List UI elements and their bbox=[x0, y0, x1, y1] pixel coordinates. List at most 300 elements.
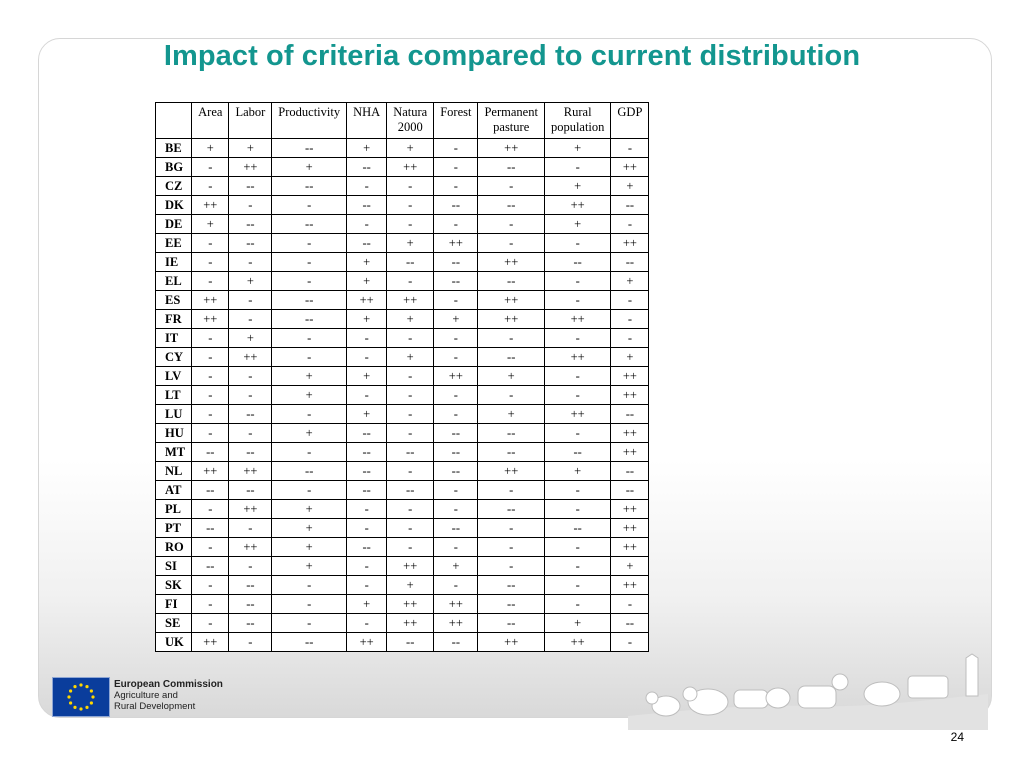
table-cell: ++ bbox=[387, 291, 434, 310]
table-cell: - bbox=[229, 196, 272, 215]
table-cell: -- bbox=[347, 481, 387, 500]
table-cell: - bbox=[192, 424, 229, 443]
table-cell: - bbox=[272, 481, 347, 500]
table-cell: - bbox=[387, 272, 434, 291]
table-cell: ++ bbox=[478, 139, 544, 158]
table-cell: - bbox=[434, 291, 478, 310]
table-cell: + bbox=[272, 158, 347, 177]
table-cell: -- bbox=[387, 443, 434, 462]
ec-logo-text bbox=[114, 679, 314, 712]
table-cell: + bbox=[229, 139, 272, 158]
country-code-cell: FR bbox=[156, 310, 192, 329]
table-cell: -- bbox=[272, 139, 347, 158]
table-cell: - bbox=[192, 614, 229, 633]
table-cell: - bbox=[611, 595, 649, 614]
table-cell: -- bbox=[434, 424, 478, 443]
column-header: Forest bbox=[434, 103, 478, 139]
country-code-cell: SE bbox=[156, 614, 192, 633]
table-cell: ++ bbox=[544, 310, 610, 329]
table-cell: + bbox=[611, 177, 649, 196]
table-cell: - bbox=[387, 500, 434, 519]
table-cell: - bbox=[387, 386, 434, 405]
table-cell: - bbox=[434, 500, 478, 519]
table-cell: -- bbox=[192, 443, 229, 462]
org-name: European Commission bbox=[114, 679, 223, 690]
table-cell: - bbox=[478, 329, 544, 348]
table-cell: -- bbox=[347, 158, 387, 177]
table-cell: ++ bbox=[229, 538, 272, 557]
table-cell: - bbox=[347, 215, 387, 234]
table-cell: - bbox=[434, 405, 478, 424]
table-cell: - bbox=[544, 576, 610, 595]
table-cell: - bbox=[347, 557, 387, 576]
table-cell: - bbox=[272, 348, 347, 367]
table-cell: - bbox=[387, 367, 434, 386]
table-cell: - bbox=[347, 614, 387, 633]
table-row bbox=[156, 348, 649, 367]
page-number: 24 bbox=[950, 730, 964, 744]
table-cell: ++ bbox=[387, 557, 434, 576]
table-cell: - bbox=[192, 538, 229, 557]
table-cell: + bbox=[544, 614, 610, 633]
table-row bbox=[156, 215, 649, 234]
table-cell: -- bbox=[544, 519, 610, 538]
table-cell: - bbox=[611, 215, 649, 234]
column-header: NHA bbox=[347, 103, 387, 139]
table-cell: - bbox=[478, 481, 544, 500]
table-row bbox=[156, 310, 649, 329]
table-cell: + bbox=[544, 177, 610, 196]
table-cell: - bbox=[272, 576, 347, 595]
table-cell: + bbox=[434, 557, 478, 576]
table-cell: ++ bbox=[434, 595, 478, 614]
table-cell: + bbox=[272, 519, 347, 538]
table-cell: + bbox=[611, 272, 649, 291]
table-cell: -- bbox=[192, 481, 229, 500]
table-row bbox=[156, 272, 649, 291]
table-cell: -- bbox=[387, 633, 434, 652]
table-cell: -- bbox=[229, 405, 272, 424]
table-cell: ++ bbox=[611, 538, 649, 557]
table-cell: - bbox=[478, 386, 544, 405]
table-cell: ++ bbox=[434, 367, 478, 386]
table-cell: - bbox=[229, 291, 272, 310]
table-cell: - bbox=[192, 177, 229, 196]
table-cell: ++ bbox=[611, 443, 649, 462]
table-cell: - bbox=[272, 329, 347, 348]
table-cell: + bbox=[478, 367, 544, 386]
table-cell: - bbox=[611, 633, 649, 652]
column-header: Labor bbox=[229, 103, 272, 139]
table-cell: - bbox=[387, 538, 434, 557]
table-cell: - bbox=[347, 386, 387, 405]
table-cell: - bbox=[544, 500, 610, 519]
flag-star-icon bbox=[67, 695, 70, 698]
table-cell: ++ bbox=[611, 576, 649, 595]
table-cell: - bbox=[272, 272, 347, 291]
table-cell: ++ bbox=[229, 158, 272, 177]
table-cell: - bbox=[434, 177, 478, 196]
flag-star-icon bbox=[79, 683, 82, 686]
table-cell: + bbox=[611, 557, 649, 576]
table-cell: + bbox=[347, 139, 387, 158]
table-cell: - bbox=[544, 595, 610, 614]
table-cell: -- bbox=[478, 348, 544, 367]
table-cell: - bbox=[544, 538, 610, 557]
table-cell: -- bbox=[387, 253, 434, 272]
country-code-cell: PT bbox=[156, 519, 192, 538]
table-cell: ++ bbox=[229, 500, 272, 519]
table-row bbox=[156, 500, 649, 519]
table-cell: - bbox=[544, 557, 610, 576]
table-cell: ++ bbox=[544, 196, 610, 215]
table-cell: ++ bbox=[192, 462, 229, 481]
flag-star-icon bbox=[90, 701, 93, 704]
table-cell: -- bbox=[611, 196, 649, 215]
table-row bbox=[156, 158, 649, 177]
table-cell: - bbox=[544, 272, 610, 291]
table-cell: - bbox=[387, 519, 434, 538]
table-cell: -- bbox=[478, 576, 544, 595]
table-cell: + bbox=[347, 595, 387, 614]
table-cell: -- bbox=[272, 291, 347, 310]
table-row bbox=[156, 405, 649, 424]
table-cell: - bbox=[272, 614, 347, 633]
flag-star-icon bbox=[69, 701, 72, 704]
table-row bbox=[156, 386, 649, 405]
country-code-cell: PL bbox=[156, 500, 192, 519]
table-cell: -- bbox=[478, 595, 544, 614]
eu-flag-icon bbox=[52, 677, 110, 717]
table-cell: -- bbox=[611, 614, 649, 633]
org-line-3: Rural Development bbox=[114, 701, 196, 712]
table-cell: -- bbox=[192, 557, 229, 576]
table-cell: ++ bbox=[611, 367, 649, 386]
table-cell: -- bbox=[478, 424, 544, 443]
table-cell: - bbox=[434, 158, 478, 177]
table-cell: - bbox=[544, 329, 610, 348]
table-cell: + bbox=[387, 310, 434, 329]
table-cell: ++ bbox=[478, 310, 544, 329]
table-row bbox=[156, 633, 649, 652]
table-cell: ++ bbox=[347, 291, 387, 310]
table-cell: - bbox=[434, 538, 478, 557]
table-cell: - bbox=[229, 557, 272, 576]
table-cell: -- bbox=[434, 196, 478, 215]
table-cell: -- bbox=[229, 234, 272, 253]
table-cell: - bbox=[434, 139, 478, 158]
table-cell: - bbox=[229, 633, 272, 652]
country-code-cell: ES bbox=[156, 291, 192, 310]
table-cell: - bbox=[544, 386, 610, 405]
table-cell: - bbox=[387, 405, 434, 424]
table-cell: -- bbox=[229, 177, 272, 196]
table-cell: + bbox=[347, 310, 387, 329]
table-cell: -- bbox=[478, 158, 544, 177]
table-cell: - bbox=[478, 234, 544, 253]
country-code-cell: IT bbox=[156, 329, 192, 348]
country-code-cell: DE bbox=[156, 215, 192, 234]
table-cell: ++ bbox=[387, 614, 434, 633]
table-cell: - bbox=[611, 291, 649, 310]
table-cell: + bbox=[387, 348, 434, 367]
table-cell: - bbox=[387, 424, 434, 443]
table-cell: + bbox=[478, 405, 544, 424]
table-cell: + bbox=[272, 538, 347, 557]
table-cell: - bbox=[229, 424, 272, 443]
table-row bbox=[156, 253, 649, 272]
table-cell: ++ bbox=[611, 424, 649, 443]
table-cell: - bbox=[272, 196, 347, 215]
table-cell: -- bbox=[347, 424, 387, 443]
table-cell: - bbox=[544, 367, 610, 386]
table-cell: -- bbox=[347, 443, 387, 462]
table-cell: - bbox=[434, 215, 478, 234]
country-code-cell: LV bbox=[156, 367, 192, 386]
table-cell: -- bbox=[229, 614, 272, 633]
table-cell: - bbox=[229, 519, 272, 538]
table-row bbox=[156, 424, 649, 443]
table-cell: - bbox=[611, 329, 649, 348]
table-cell: + bbox=[229, 329, 272, 348]
country-code-cell: RO bbox=[156, 538, 192, 557]
table-row bbox=[156, 481, 649, 500]
table-cell: ++ bbox=[434, 614, 478, 633]
table-cell: ++ bbox=[478, 462, 544, 481]
table-cell: - bbox=[387, 196, 434, 215]
table-cell: + bbox=[272, 424, 347, 443]
column-header: GDP bbox=[611, 103, 649, 139]
country-code-cell: NL bbox=[156, 462, 192, 481]
country-code-cell: DK bbox=[156, 196, 192, 215]
column-header: Natura 2000 bbox=[387, 103, 434, 139]
table-cell: - bbox=[387, 329, 434, 348]
table-cell: - bbox=[229, 253, 272, 272]
table-cell: - bbox=[272, 595, 347, 614]
table-cell: - bbox=[434, 348, 478, 367]
table-cell: - bbox=[192, 405, 229, 424]
table-cell: - bbox=[478, 557, 544, 576]
table-cell: - bbox=[192, 158, 229, 177]
table-cell: -- bbox=[272, 215, 347, 234]
table-row bbox=[156, 196, 649, 215]
table-cell: - bbox=[544, 234, 610, 253]
table-cell: ++ bbox=[434, 234, 478, 253]
table-cell: -- bbox=[347, 196, 387, 215]
table-cell: - bbox=[434, 481, 478, 500]
country-code-cell: SI bbox=[156, 557, 192, 576]
table-cell: + bbox=[347, 405, 387, 424]
table-cell: - bbox=[347, 348, 387, 367]
flag-star-icon bbox=[69, 689, 72, 692]
table-cell: - bbox=[478, 215, 544, 234]
table-row bbox=[156, 576, 649, 595]
table-cell: -- bbox=[229, 481, 272, 500]
table-header-row bbox=[156, 103, 649, 139]
table-cell: -- bbox=[611, 462, 649, 481]
table-cell: - bbox=[544, 291, 610, 310]
table-cell: - bbox=[434, 329, 478, 348]
table-cell: + bbox=[272, 386, 347, 405]
table-cell: - bbox=[192, 329, 229, 348]
table-cell: ++ bbox=[611, 500, 649, 519]
table-row bbox=[156, 234, 649, 253]
table-cell: + bbox=[434, 310, 478, 329]
table-cell: ++ bbox=[478, 253, 544, 272]
criteria-table bbox=[155, 102, 649, 652]
table-cell: - bbox=[387, 215, 434, 234]
table-cell: + bbox=[272, 367, 347, 386]
flag-star-icon bbox=[85, 685, 88, 688]
table-row bbox=[156, 462, 649, 481]
table-row bbox=[156, 139, 649, 158]
table-cell: - bbox=[229, 386, 272, 405]
table-cell: - bbox=[611, 139, 649, 158]
table-cell: - bbox=[272, 234, 347, 253]
table-row bbox=[156, 519, 649, 538]
table-cell: - bbox=[387, 462, 434, 481]
flag-star-icon bbox=[91, 695, 94, 698]
table-cell: -- bbox=[478, 443, 544, 462]
table-cell: - bbox=[347, 576, 387, 595]
table-cell: -- bbox=[611, 405, 649, 424]
table-cell: -- bbox=[272, 177, 347, 196]
table-cell: - bbox=[192, 500, 229, 519]
table-cell: + bbox=[272, 500, 347, 519]
table-cell: + bbox=[544, 215, 610, 234]
country-code-cell: UK bbox=[156, 633, 192, 652]
table-cell: - bbox=[192, 234, 229, 253]
table-cell: -- bbox=[229, 595, 272, 614]
column-header: Rural population bbox=[544, 103, 610, 139]
table-cell: -- bbox=[611, 253, 649, 272]
table-cell: + bbox=[387, 576, 434, 595]
flag-star-icon bbox=[90, 689, 93, 692]
table-cell: -- bbox=[192, 519, 229, 538]
flag-star-icon bbox=[73, 706, 76, 709]
table-cell: ++ bbox=[611, 234, 649, 253]
country-code-cell: HU bbox=[156, 424, 192, 443]
table-cell: - bbox=[272, 405, 347, 424]
table-cell: - bbox=[192, 595, 229, 614]
table-cell: - bbox=[192, 272, 229, 291]
table-cell: + bbox=[387, 234, 434, 253]
table-cell: ++ bbox=[544, 348, 610, 367]
table-cell: - bbox=[434, 386, 478, 405]
country-code-cell: MT bbox=[156, 443, 192, 462]
country-code-cell: CZ bbox=[156, 177, 192, 196]
country-code-cell: EL bbox=[156, 272, 192, 291]
column-header: Productivity bbox=[272, 103, 347, 139]
table-cell: - bbox=[272, 443, 347, 462]
table-cell: ++ bbox=[192, 633, 229, 652]
table-cell: -- bbox=[478, 196, 544, 215]
table-cell: - bbox=[387, 177, 434, 196]
table-cell: -- bbox=[544, 443, 610, 462]
table-cell: -- bbox=[347, 538, 387, 557]
country-code-cell: SK bbox=[156, 576, 192, 595]
table-cell: - bbox=[611, 310, 649, 329]
table-cell: + bbox=[192, 215, 229, 234]
table-cell: - bbox=[478, 519, 544, 538]
table-cell: + bbox=[192, 139, 229, 158]
table-cell: -- bbox=[229, 215, 272, 234]
table-cell: -- bbox=[272, 310, 347, 329]
table-cell: ++ bbox=[192, 310, 229, 329]
table-cell: -- bbox=[229, 443, 272, 462]
table-cell: -- bbox=[434, 272, 478, 291]
table-cell: -- bbox=[347, 462, 387, 481]
table-row bbox=[156, 367, 649, 386]
table-row bbox=[156, 443, 649, 462]
table-cell: -- bbox=[544, 253, 610, 272]
table-cell: ++ bbox=[192, 291, 229, 310]
table-cell: ++ bbox=[478, 291, 544, 310]
country-code-cell: IE bbox=[156, 253, 192, 272]
farm-animals-illustration bbox=[628, 650, 988, 735]
table-cell: -- bbox=[347, 234, 387, 253]
country-code-cell: CY bbox=[156, 348, 192, 367]
table-cell: - bbox=[478, 538, 544, 557]
table-row bbox=[156, 177, 649, 196]
table-cell: + bbox=[347, 272, 387, 291]
country-code-cell: FI bbox=[156, 595, 192, 614]
table-cell: - bbox=[192, 386, 229, 405]
table-cell: - bbox=[347, 329, 387, 348]
table-cell: -- bbox=[611, 481, 649, 500]
table-cell: - bbox=[544, 481, 610, 500]
flag-star-icon bbox=[79, 707, 82, 710]
org-line-2: Agriculture and bbox=[114, 690, 178, 701]
table-cell: ++ bbox=[387, 595, 434, 614]
table-cell: -- bbox=[478, 614, 544, 633]
country-code-cell: LT bbox=[156, 386, 192, 405]
table-cell: - bbox=[478, 177, 544, 196]
table-row bbox=[156, 557, 649, 576]
table-cell: - bbox=[229, 310, 272, 329]
table-cell: -- bbox=[478, 500, 544, 519]
table-cell: -- bbox=[272, 462, 347, 481]
table-cell: + bbox=[347, 367, 387, 386]
table-cell: + bbox=[544, 462, 610, 481]
table-cell: -- bbox=[229, 576, 272, 595]
table-cell: ++ bbox=[544, 633, 610, 652]
table-cell: -- bbox=[434, 633, 478, 652]
table-cell: -- bbox=[478, 272, 544, 291]
table-cell: - bbox=[192, 367, 229, 386]
table-cell: ++ bbox=[192, 196, 229, 215]
table-cell: + bbox=[387, 139, 434, 158]
column-header: Area bbox=[192, 103, 229, 139]
table-cell: ++ bbox=[611, 158, 649, 177]
country-code-cell: BG bbox=[156, 158, 192, 177]
table-cell: - bbox=[434, 576, 478, 595]
table-row bbox=[156, 595, 649, 614]
table-cell: ++ bbox=[611, 386, 649, 405]
table-cell: - bbox=[347, 519, 387, 538]
table-cell: + bbox=[272, 557, 347, 576]
table-cell: - bbox=[544, 424, 610, 443]
table-cell: ++ bbox=[387, 158, 434, 177]
table-cell: -- bbox=[434, 443, 478, 462]
slide-title: Impact of criteria compared to current distribution bbox=[163, 40, 861, 72]
table-cell: + bbox=[611, 348, 649, 367]
table-row bbox=[156, 329, 649, 348]
table-cell: ++ bbox=[478, 633, 544, 652]
table-cell: + bbox=[229, 272, 272, 291]
table-cell: -- bbox=[272, 633, 347, 652]
flag-star-icon bbox=[73, 685, 76, 688]
